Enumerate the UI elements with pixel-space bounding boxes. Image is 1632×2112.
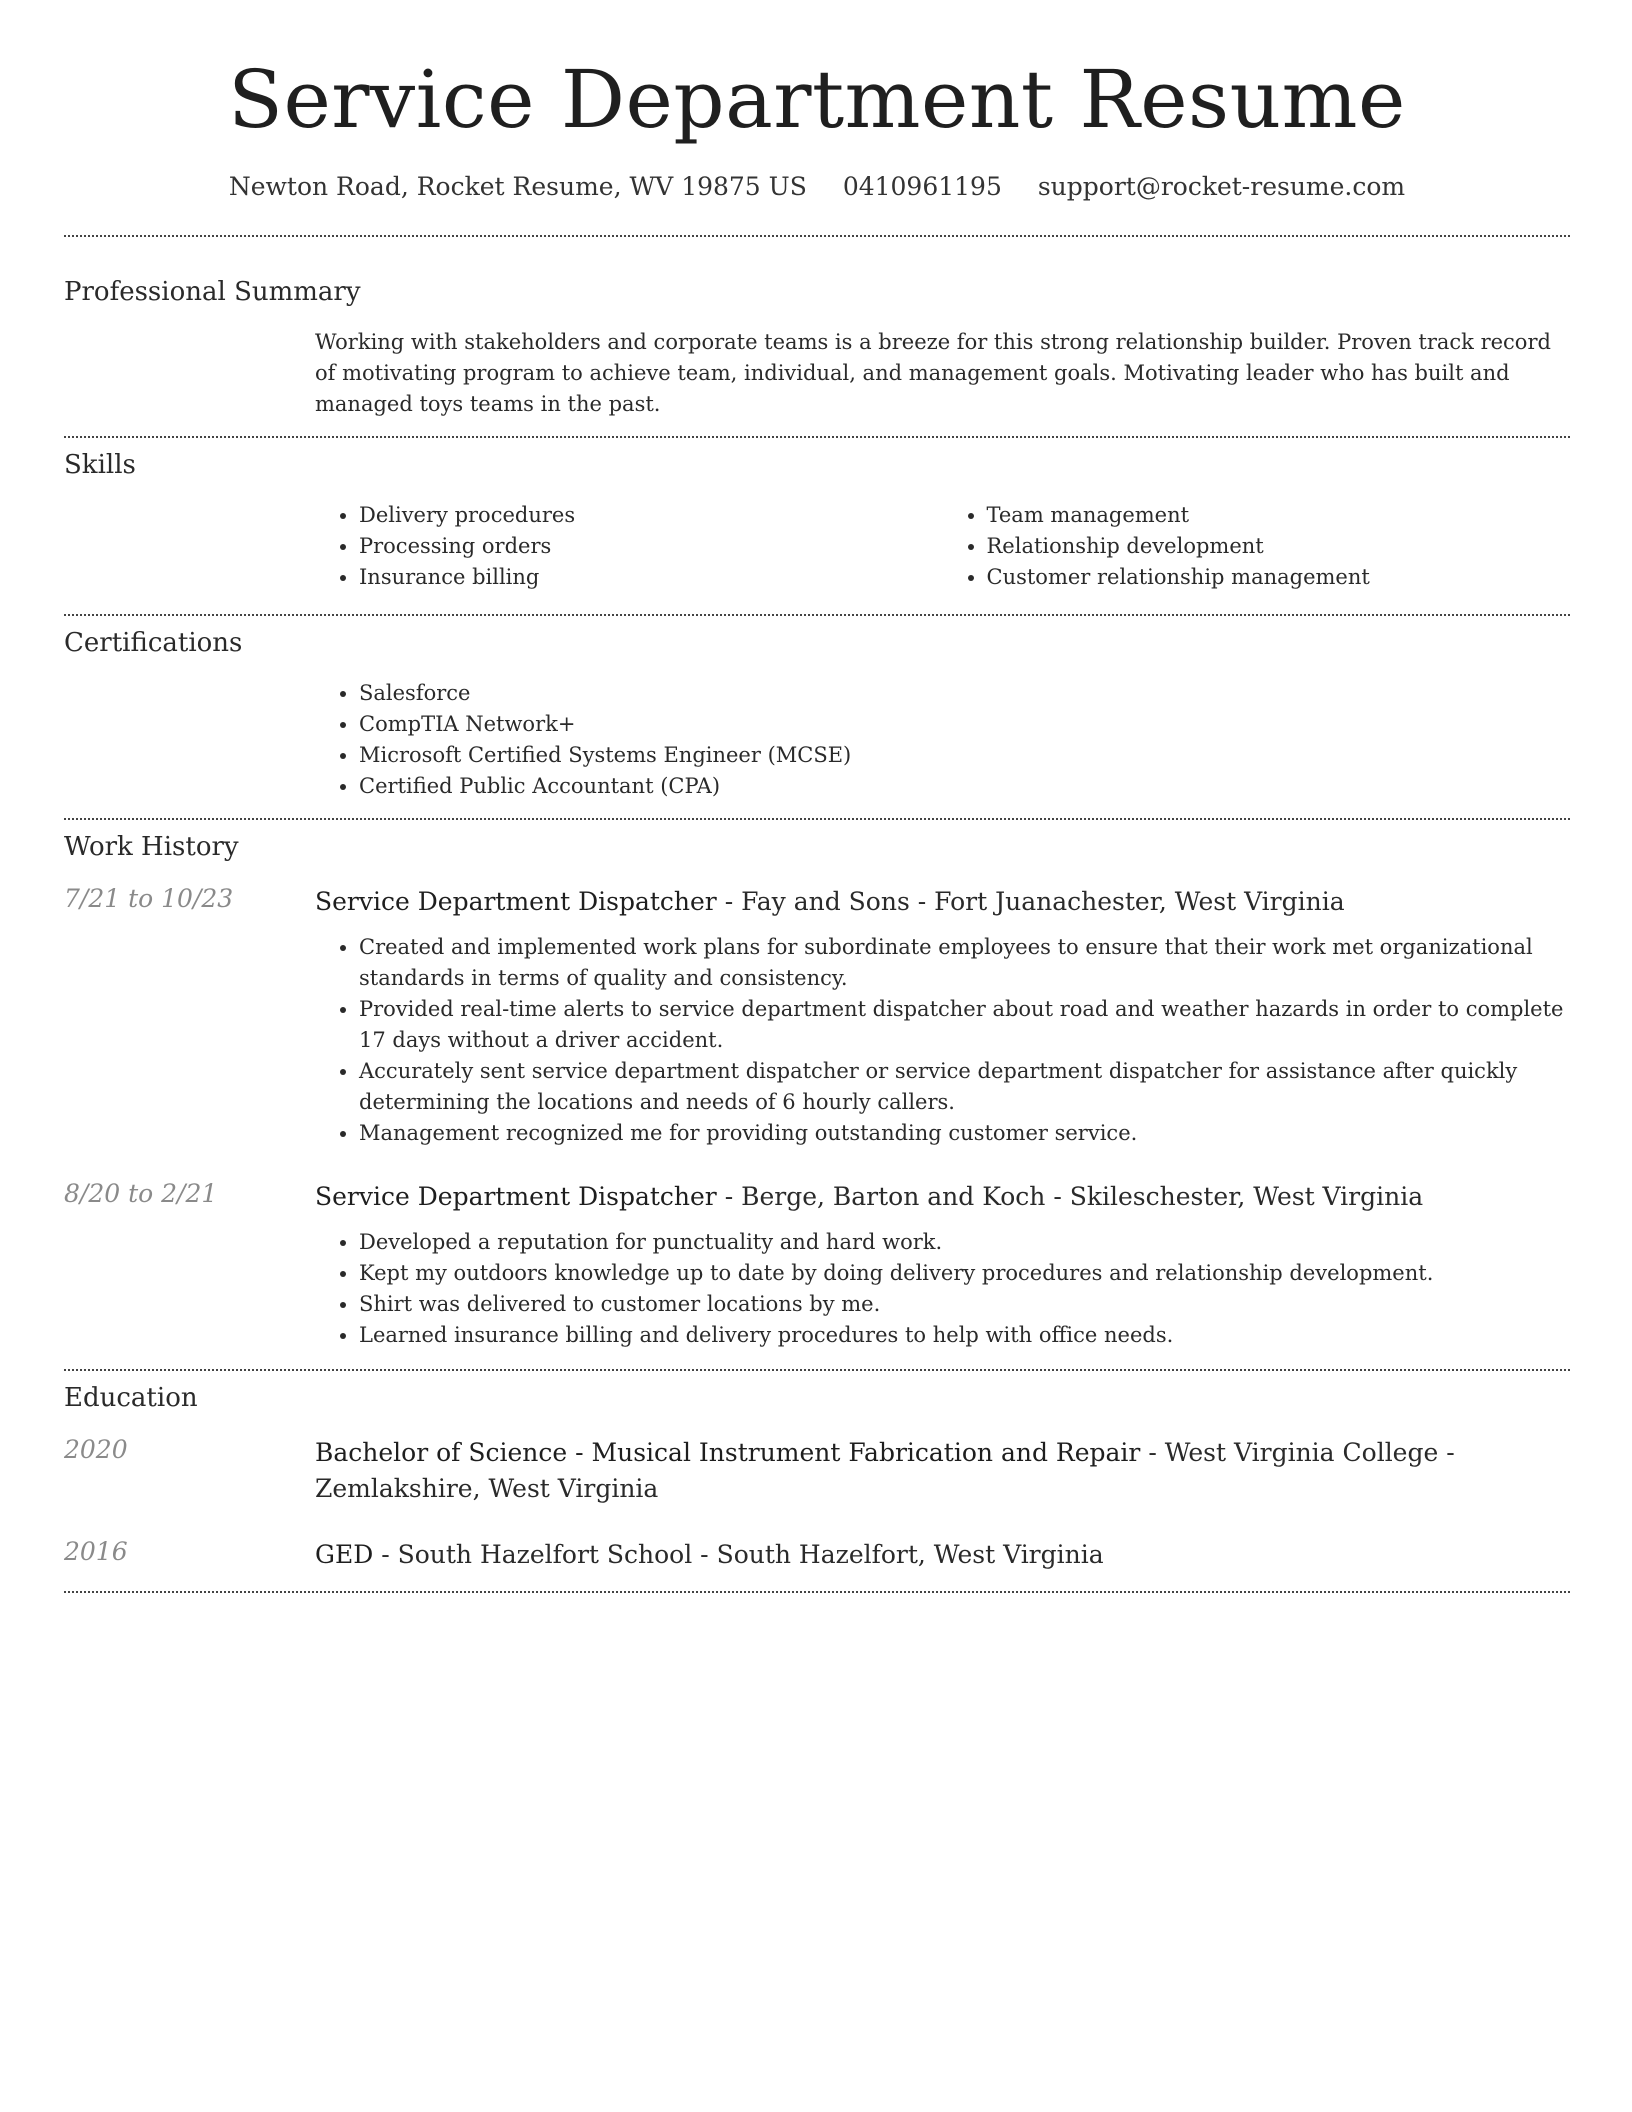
education-school: - South Hazelfort School - South Hazelfort, West Virginia: [373, 1540, 1104, 1569]
divider: [64, 1591, 1570, 1593]
job-title: Service Department Dispatcher: [315, 887, 717, 916]
education-school: - West Virginia College - Zemlakshire, West Virginia: [315, 1438, 1455, 1503]
contact-line: [64, 172, 1570, 201]
certification-item: • Microsoft Certified Systems Engineer (MCSE): [359, 740, 1570, 771]
certifications-list: [315, 678, 1570, 802]
job-bullet: • Management recognized me for providing outstanding customer service.: [359, 1118, 1570, 1149]
contact-address: Newton Road, Rocket Resume, WV 19875 US: [228, 172, 807, 201]
summary-text: Working with stakeholders and corporate teams is a breeze for this strong relationship builder. Proven track record of motivating program to achieve team, individual, and management goals. Motivating leader who has built and managed toys teams in the past.: [315, 330, 1551, 416]
education-entry: [64, 1537, 1570, 1573]
job-entry: [64, 1179, 1570, 1351]
education-heading: [315, 1435, 1570, 1507]
job-bullet: • Developed a reputation for punctuality and hard work.: [359, 1227, 1570, 1258]
skill-item: • Insurance billing: [359, 562, 943, 593]
job-entry: [64, 884, 1570, 1149]
education-year: 2020: [64, 1435, 128, 1464]
job-dates: 7/21 to 10/23: [64, 884, 234, 913]
certification-item: • Certified Public Accountant (CPA): [359, 771, 1570, 802]
job-bullet: • Learned insurance billing and delivery procedures to help with office needs.: [359, 1320, 1570, 1351]
job-bullets: [315, 932, 1570, 1149]
job-heading: [315, 1179, 1570, 1215]
job-heading: [315, 884, 1570, 920]
job-bullet: • Accurately sent service department dispatcher or service department dispatcher for assistance after quickly determining the locations and needs of 6 hourly callers.: [359, 1056, 1570, 1118]
divider: [64, 436, 1570, 438]
skill-item: • Customer relationship management: [987, 562, 1571, 593]
section-title-work-history: Work History: [64, 832, 239, 862]
section-title-skills: Skills: [64, 450, 136, 480]
divider: [64, 614, 1570, 616]
certification-item: • CompTIA Network+: [359, 709, 1570, 740]
certification-item: • Salesforce: [359, 678, 1570, 709]
job-dates: 8/20 to 2/21: [64, 1179, 218, 1208]
skills-column-left: [315, 500, 943, 593]
job-bullet: • Shirt was delivered to customer locations by me.: [359, 1289, 1570, 1320]
education-degree: GED: [315, 1540, 374, 1569]
skill-item: • Relationship development: [987, 531, 1571, 562]
skill-item: • Delivery procedures: [359, 500, 943, 531]
section-title-education: Education: [64, 1383, 198, 1413]
job-bullet: • Kept my outdoors knowledge up to date by doing delivery procedures and relationship development.: [359, 1258, 1570, 1289]
education-degree: Bachelor of Science - Musical Instrument Fabrication and Repair: [315, 1438, 1141, 1467]
resume-page: [64, 0, 1570, 1593]
section-title-summary: Professional Summary: [64, 277, 361, 307]
skill-item: • Team management: [987, 500, 1571, 531]
skills-column-right: [943, 500, 1571, 593]
contact-phone: 0410961195: [842, 172, 1002, 201]
job-bullets: [315, 1227, 1570, 1351]
skill-item: • Processing orders: [359, 531, 943, 562]
skills-list: [315, 500, 1570, 593]
job-bullet: • Created and implemented work plans for subordinate employees to ensure that their work met organizational standards in terms of quality and consistency.: [359, 932, 1570, 994]
resume-name: Service Department Resume: [228, 53, 1406, 146]
job-bullet: • Provided real-time alerts to service department dispatcher about road and weather hazards in order to complete 17 days without a driver accident.: [359, 994, 1570, 1056]
divider: [64, 1369, 1570, 1371]
job-company-location: - Berge, Barton and Koch - Skileschester, West Virginia: [716, 1182, 1424, 1211]
education-year: 2016: [64, 1537, 128, 1566]
divider: [64, 235, 1570, 237]
education-heading: [315, 1537, 1570, 1573]
divider: [64, 818, 1570, 820]
education-entry: [64, 1435, 1570, 1507]
job-title: Service Department Dispatcher: [315, 1182, 717, 1211]
job-company-location: - Fay and Sons - Fort Juanachester, West Virginia: [716, 887, 1345, 916]
section-title-certifications: Certifications: [64, 628, 243, 658]
contact-email: support@rocket-resume.com: [1037, 172, 1406, 201]
